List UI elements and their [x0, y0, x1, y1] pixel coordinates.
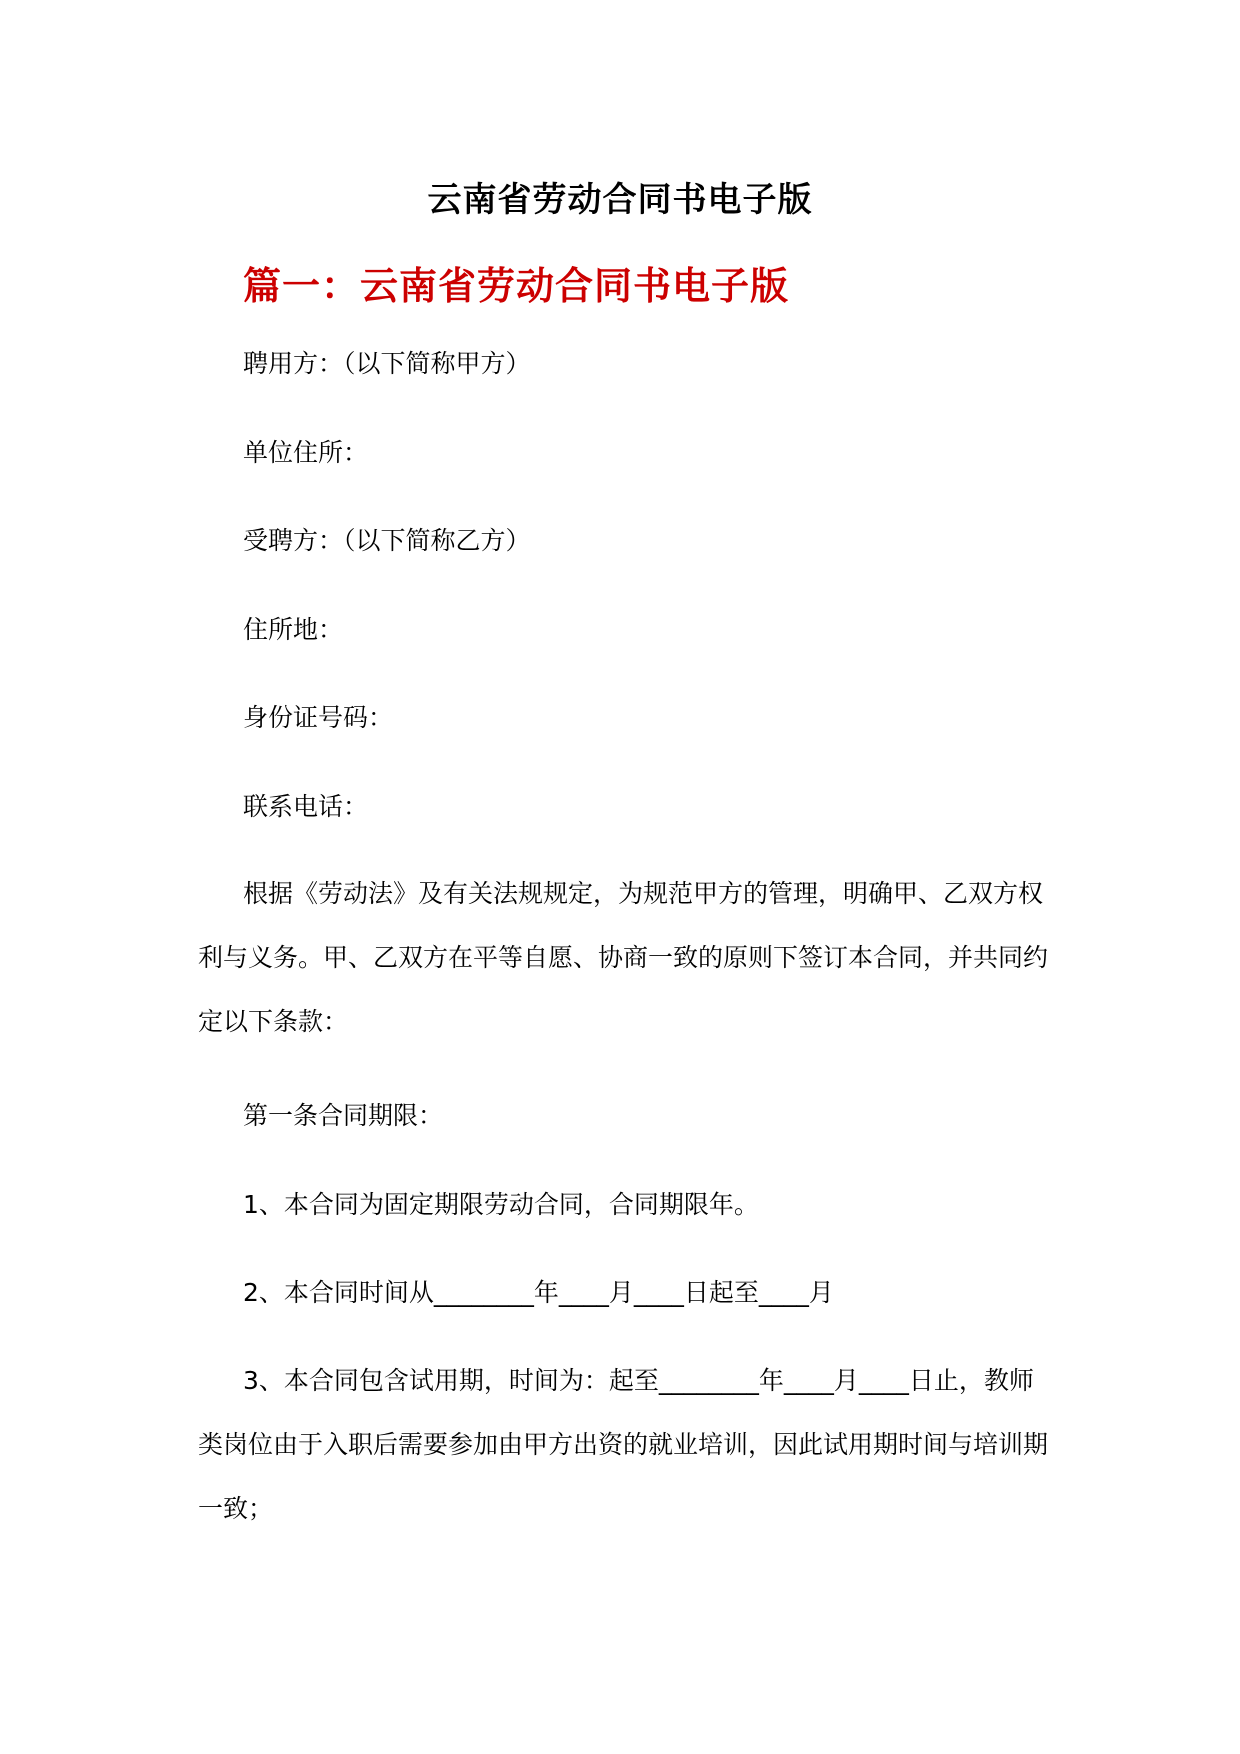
section-heading: 篇一：云南省劳动合同书电子版	[243, 264, 790, 308]
employer-field: 聘用方：（以下简称甲方）	[243, 349, 531, 378]
employee-field: 受聘方：（以下简称乙方）	[243, 526, 531, 555]
article-1-heading: 第一条合同期限：	[243, 1101, 444, 1130]
article-1-item-1: 1、本合同为固定期限劳动合同，合同期限年。	[243, 1190, 759, 1219]
article-1-item-3: 3、本合同包含试用期，时间为：起至________年____月____日止，教师类岗位由于入职后需要参加由甲方出资的就业培训，因此试用期时间与培训期一致；	[198, 1366, 1049, 1523]
employer-address-field: 单位住所：	[243, 438, 369, 467]
employee-address-field: 住所地：	[243, 615, 344, 644]
phone-field: 联系电话：	[243, 792, 369, 821]
document-title: 云南省劳动合同书电子版	[427, 180, 813, 220]
article-1-item-2: 2、本合同时间从________年____月____日起至____月	[243, 1278, 834, 1307]
id-number-field: 身份证号码：	[243, 703, 394, 732]
intro-paragraph: 根据《劳动法》及有关法规规定，为规范甲方的管理，明确甲、乙双方权利与义务。甲、乙双方在平等自愿、协商一致的原则下签订本合同，并共同约定以下条款：	[198, 879, 1049, 1036]
